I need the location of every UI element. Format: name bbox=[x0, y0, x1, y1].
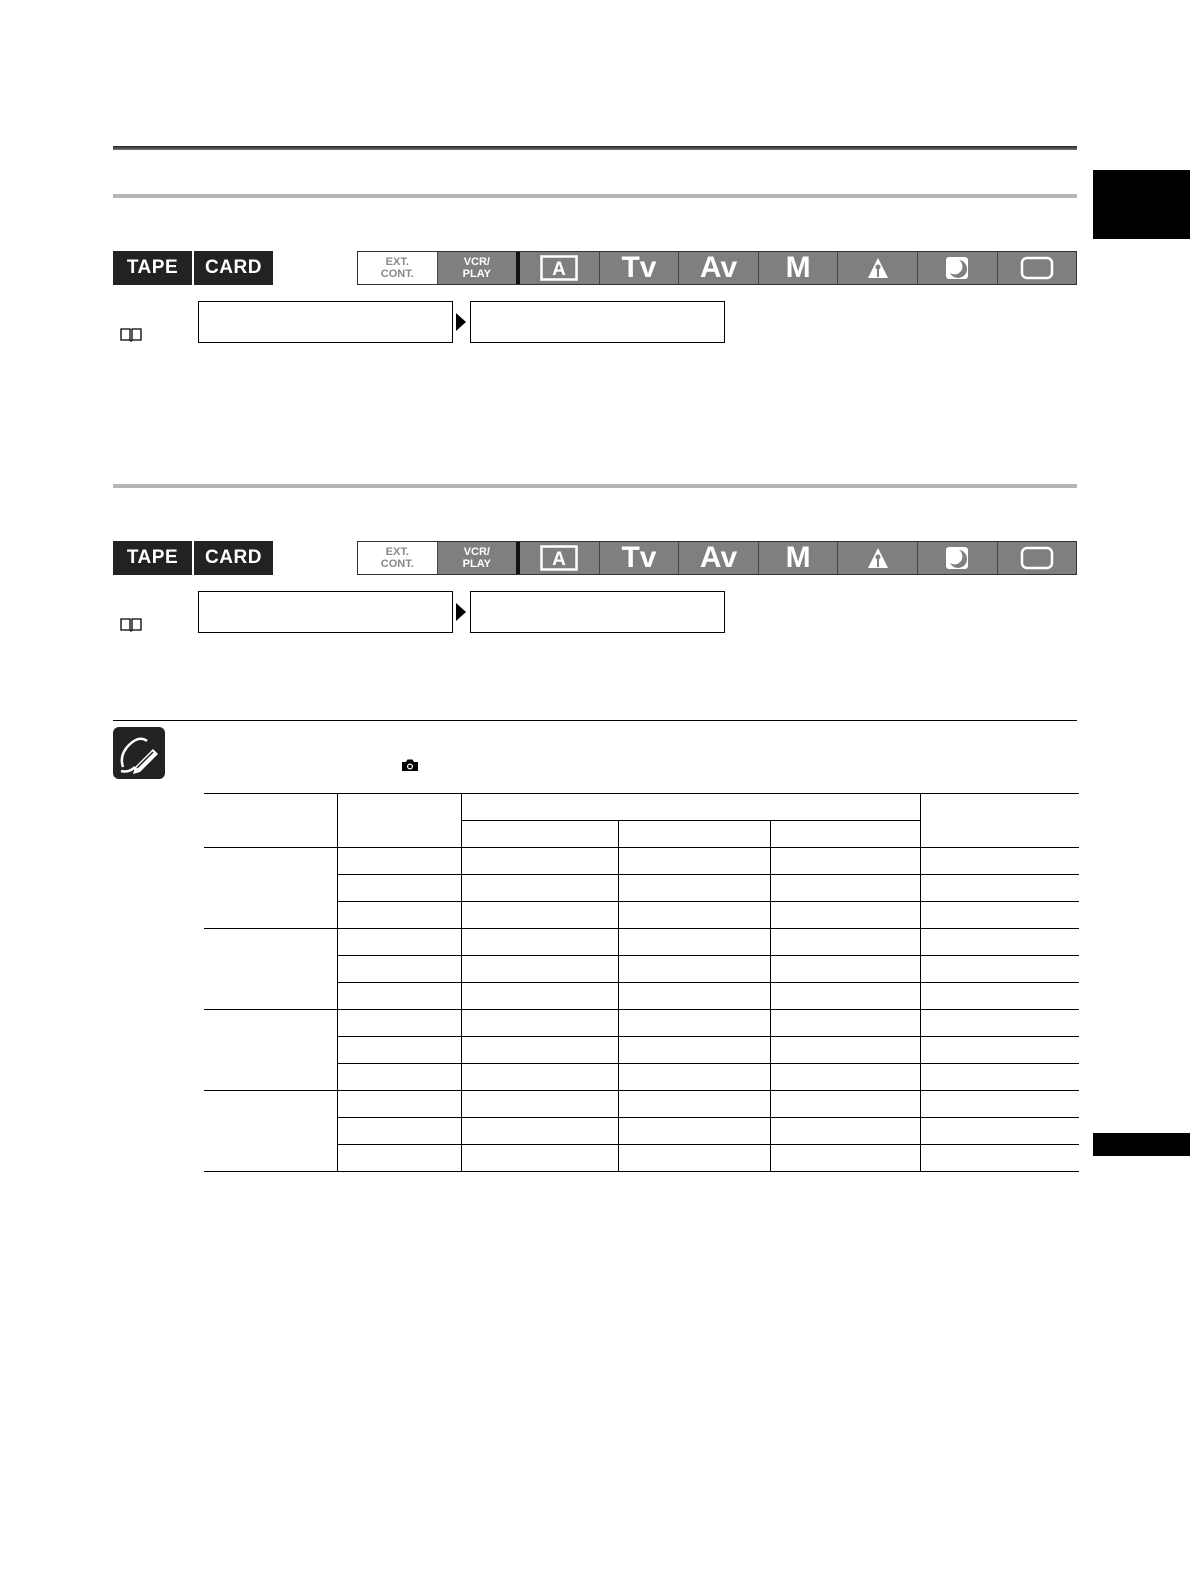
mode-ext-cont[interactable]: EXT. CONT. bbox=[358, 252, 437, 284]
section-1-rule bbox=[113, 194, 1077, 198]
auto-mode-icon bbox=[540, 545, 578, 571]
mode-manual[interactable]: M bbox=[758, 252, 838, 284]
table-header-cell bbox=[461, 794, 920, 821]
table-cell bbox=[618, 875, 770, 902]
mode-av[interactable]: Av bbox=[678, 542, 758, 574]
table-cell bbox=[204, 929, 337, 1010]
table-cell bbox=[461, 1064, 618, 1091]
book-icon bbox=[120, 616, 142, 632]
mode-bar-2 bbox=[357, 541, 1077, 575]
table-row bbox=[204, 1010, 1079, 1037]
table-cell bbox=[618, 1037, 770, 1064]
menu-path-box-2a bbox=[198, 591, 453, 633]
table-cell bbox=[337, 902, 461, 929]
table-cell bbox=[618, 983, 770, 1010]
table-cell bbox=[618, 956, 770, 983]
table-cell bbox=[770, 929, 920, 956]
table-cell bbox=[204, 1091, 337, 1172]
table-cell bbox=[770, 848, 920, 875]
table-cell bbox=[337, 1091, 461, 1118]
table-cell bbox=[618, 1145, 770, 1172]
mode-vcr-play[interactable]: VCR/ PLAY bbox=[437, 542, 517, 574]
mode-manual[interactable]: M bbox=[758, 542, 838, 574]
night-moon-icon bbox=[945, 546, 969, 570]
chapter-tab bbox=[1093, 170, 1190, 239]
table-cell bbox=[920, 1145, 1079, 1172]
mode-auto[interactable] bbox=[516, 252, 599, 284]
table-cell bbox=[920, 1118, 1079, 1145]
table-row bbox=[204, 1091, 1079, 1118]
table-cell bbox=[461, 983, 618, 1010]
mode-tv[interactable]: Tv bbox=[599, 252, 679, 284]
table-cell bbox=[461, 1010, 618, 1037]
table-cell bbox=[920, 929, 1079, 956]
mode-auto[interactable] bbox=[516, 542, 599, 574]
table-cell bbox=[920, 1064, 1079, 1091]
tape-button[interactable]: TAPE bbox=[113, 251, 192, 285]
pencil-note-icon bbox=[113, 727, 165, 779]
table-header-cell bbox=[618, 821, 770, 848]
mode-vcr-play[interactable]: VCR/ PLAY bbox=[437, 252, 517, 284]
table-header-cell bbox=[920, 794, 1079, 848]
table-header-cell bbox=[461, 821, 618, 848]
table-cell bbox=[337, 983, 461, 1010]
table-header-cell bbox=[204, 794, 337, 848]
card-button[interactable]: CARD bbox=[192, 251, 273, 285]
spotlight-icon bbox=[866, 546, 890, 570]
index-tab bbox=[1093, 1133, 1190, 1156]
table-cell bbox=[618, 1091, 770, 1118]
table-row bbox=[204, 848, 1079, 875]
table-cell bbox=[770, 875, 920, 902]
table-cell bbox=[204, 848, 337, 929]
camera-icon bbox=[401, 758, 419, 772]
table-cell bbox=[920, 875, 1079, 902]
media-selector-1 bbox=[113, 251, 273, 285]
mode-ext-cont[interactable]: EXT. CONT. bbox=[358, 542, 437, 574]
table-cell bbox=[920, 983, 1079, 1010]
table-header-cell bbox=[770, 821, 920, 848]
mode-bar-1 bbox=[357, 251, 1077, 285]
book-icon bbox=[120, 326, 142, 342]
tape-button[interactable]: TAPE bbox=[113, 541, 192, 575]
table-cell bbox=[770, 1064, 920, 1091]
table-cell bbox=[337, 1118, 461, 1145]
menu-path-box-1b bbox=[470, 301, 725, 343]
table-cell bbox=[337, 956, 461, 983]
card-button[interactable]: CARD bbox=[192, 541, 273, 575]
table-cell bbox=[337, 848, 461, 875]
table-cell bbox=[770, 1091, 920, 1118]
table-cell bbox=[461, 956, 618, 983]
auto-mode-icon bbox=[540, 255, 578, 281]
table-cell bbox=[337, 1145, 461, 1172]
table-cell bbox=[920, 1010, 1079, 1037]
night-moon-icon bbox=[945, 256, 969, 280]
table-cell bbox=[337, 1037, 461, 1064]
table-cell bbox=[920, 848, 1079, 875]
table-cell bbox=[337, 1064, 461, 1091]
menu-path-box-1a bbox=[198, 301, 453, 343]
table-cell bbox=[920, 902, 1079, 929]
table-cell bbox=[461, 902, 618, 929]
table-cell bbox=[618, 1064, 770, 1091]
table-cell bbox=[770, 983, 920, 1010]
header-rule bbox=[113, 146, 1077, 150]
table-cell bbox=[618, 848, 770, 875]
mode-spotlight[interactable] bbox=[837, 252, 917, 284]
auto-mode-letter: A bbox=[552, 549, 567, 570]
mode-blank[interactable] bbox=[997, 252, 1077, 284]
table-cell bbox=[920, 956, 1079, 983]
table-cell bbox=[337, 1010, 461, 1037]
table-cell bbox=[337, 929, 461, 956]
table-cell bbox=[770, 956, 920, 983]
table-cell bbox=[461, 1091, 618, 1118]
notes-rule bbox=[113, 720, 1077, 721]
table-cell bbox=[461, 875, 618, 902]
mode-tv[interactable]: Tv bbox=[599, 542, 679, 574]
mode-spotlight[interactable] bbox=[837, 542, 917, 574]
blank-screen-icon bbox=[1020, 256, 1054, 280]
table-cell bbox=[920, 1037, 1079, 1064]
table-cell bbox=[618, 1010, 770, 1037]
arrow-right-icon bbox=[455, 312, 467, 332]
table-cell bbox=[461, 1145, 618, 1172]
spotlight-icon bbox=[866, 256, 890, 280]
table-header-row bbox=[204, 794, 1079, 821]
table-cell bbox=[461, 929, 618, 956]
section-2-rule bbox=[113, 484, 1077, 488]
table-cell bbox=[770, 1118, 920, 1145]
table-cell bbox=[618, 1118, 770, 1145]
table-cell bbox=[770, 1010, 920, 1037]
mode-blank[interactable] bbox=[997, 542, 1077, 574]
mode-night[interactable] bbox=[917, 252, 997, 284]
mode-night[interactable] bbox=[917, 542, 997, 574]
table-cell bbox=[461, 1037, 618, 1064]
auto-mode-letter: A bbox=[552, 259, 567, 280]
table-cell bbox=[461, 1118, 618, 1145]
arrow-right-icon bbox=[455, 602, 467, 622]
table-cell bbox=[204, 1010, 337, 1091]
spec-table bbox=[204, 793, 1079, 1172]
table-cell bbox=[618, 902, 770, 929]
table-row bbox=[204, 929, 1079, 956]
table-cell bbox=[770, 1145, 920, 1172]
blank-screen-icon bbox=[1020, 546, 1054, 570]
table-cell bbox=[920, 1091, 1079, 1118]
menu-path-box-2b bbox=[470, 591, 725, 633]
table-cell bbox=[770, 902, 920, 929]
table-cell bbox=[461, 848, 618, 875]
table-header-cell bbox=[337, 794, 461, 848]
mode-av[interactable]: Av bbox=[678, 252, 758, 284]
media-selector-2 bbox=[113, 541, 273, 575]
table-cell bbox=[337, 875, 461, 902]
table-cell bbox=[618, 929, 770, 956]
table-cell bbox=[770, 1037, 920, 1064]
